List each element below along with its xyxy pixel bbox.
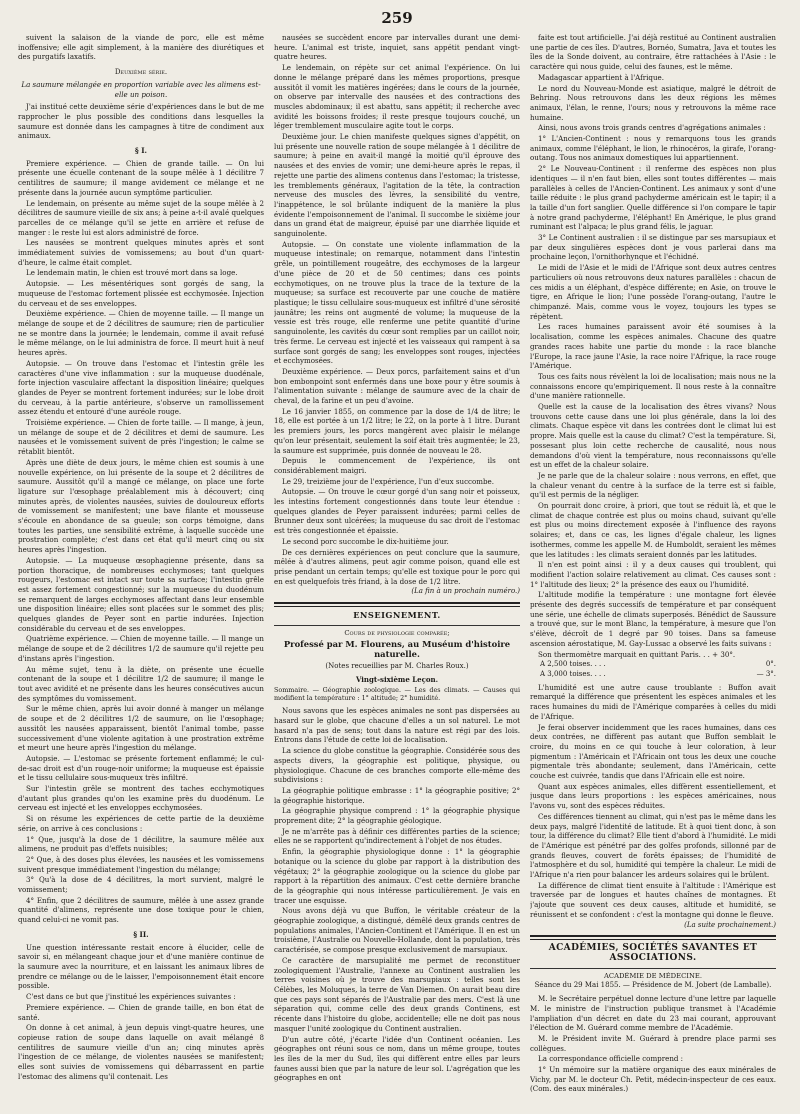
paragraph: Ce caractère de marsupialité me permet de reconstituer zoologiquement l'Australie, l'annexe au Continent australien les terres voisines où je trouve des marsupiaux : telles sont les Célèbes, les Moluques, la terre de Van Diemen. On aurait beau dire que ces pays sont séparés de l'Australie par des mers. C'est là une séparation qui, comme celle des deux grands Continens, est récente dans l'histoire du globe, accidentelle; elle ne doit pas nous masquer l'unité zoologique du Continent australien. xyxy=(274,955,520,1033)
paragraph: L'humidité est une autre cause troublante : Buffon avait remarqué la différence que présentent les espèces animales et les races humaines du midi de l'Amérique comparées à celles du midi de l'Afrique. xyxy=(530,682,776,721)
temperature-table xyxy=(540,660,776,679)
paragraph: 2° Que, à des doses plus élevées, les nausées et les vomissemens suivent presque immédiatement l'ingestion du mélange; xyxy=(18,854,264,874)
paragraph: Les nausées se montrent quelques minutes après et sont immédiatement suivies de vomissemens; au bout d'un quart-d'heure, le calme était complet. xyxy=(18,238,264,267)
table-label: A 3,000 toises. . . . xyxy=(540,670,606,678)
course-title: Cours de physiologie comparée; xyxy=(344,628,450,637)
paragraph: Autopsie. — L'estomac se présente fortement enflammé; le cul-de-sac droit est d'un rouge-noir uniforme; la muqueuse est épaissie et le tissu cellulaire sous-muqueux très infiltré. xyxy=(18,753,264,783)
paragraph: Autopsie. — Les mésentériques sont gorgés de sang, la muqueuse de l'estomac fortement plissée est ecchymosée. Injection du cerveau et de ses enveloppes. xyxy=(18,279,264,308)
paragraph: Deuxième jour. Le chien manifeste quelques signes d'appétit, on lui présente une nouvelle ration de soupe mélangée à 1 décilitre de saumure; à peine en avait-il mangé la moitié qu'il éprouve des nausées et des envies de vomir; une demi-heure après le repas, il rejette une partie des alimens contenus dans l'estomac; la tristesse, les tremblements généraux, l'agitation de la tête, la contraction nerveuse des muscles des lèvres, la sensibilité du ventre, l'inappétence, le sol brûlante indiquent de la manière la plus évidente l'empoisonnement de l'animal. Il succombe le sixième jour dans un grand état de maigreur, épuisé par une diarrhée liquide et sanguinolente. xyxy=(274,132,520,239)
series-subtitle: La saumure mélangée en proportion variable avec les alimens est-elle un poison. xyxy=(21,79,261,99)
section-heading: § II. xyxy=(133,929,149,939)
paragraph: Je ne parle que de la chaleur solaire : nous verrons, en effet, que la chaleur venant du centre à la surface de la terre est si faible, qu'il est permis de la négliger. xyxy=(530,470,776,500)
paragraph: Ainsi, nous avons trois grands centres d'agrégations animales : xyxy=(538,123,766,133)
divider xyxy=(530,968,776,969)
table-value: — 3°. xyxy=(756,670,776,678)
column-3 xyxy=(530,33,776,1113)
column-1 xyxy=(18,33,264,1113)
paragraph: Nous avons déjà vu que Buffon, le véritable créateur de la géographie zoologique, a distingué, démêlé deux grands centres de populations animales, l'Ancien-Continent et l'Amérique. Il en est un troisième, l'Australie ou Nouvelle-Hollande, dont la population, très caractérisée, se compose presque exclusivement de marsupiaux. xyxy=(274,906,520,955)
paragraph: Nous savons que les espèces animales ne sont pas dispersées au hasard sur le globe, que chacune d'elles a un sol naturel. Le mot hasard n'a pas de sens; tout dans la nature est régi par des lois. Entrons dans l'étude de cette loi de localisation. xyxy=(274,706,520,745)
session-line: Séance du 29 Mai 1855. — Présidence de M. Jobert (de Lamballe). xyxy=(534,981,772,990)
paragraph: La différence de climat tient ensuite à l'altitude : l'Amérique est traversée par de longues et hautes chaînes de montagnes. Et j'ajoute que souvent ces deux causes, altitude et humidité, se réunissent et se confondent : c'est la montagne qui donne le fleuve. xyxy=(530,880,776,919)
table-value: 0°. xyxy=(765,660,776,669)
paragraph: On pourrait donc croire, à priori, que tout se réduit là, et que le climat de chaque contrée est plus ou moins chaud, suivant qu'elle est plus ou moins directement exposée à l'influence des rayons solaires; et, dans ce cas, les lignes d'égale chaleur, les lignes isothermes, comme les appelle M. de Humboldt, seraient les mêmes que les latitudes : les climats seraient donnés par les latitudes. xyxy=(530,501,776,559)
paragraph: M. le Président invite M. Guérard à prendre place parmi ses collègues. xyxy=(530,1033,776,1053)
page-number: 259 xyxy=(381,9,413,27)
paragraph: suivent la salaison de la viande de porc, elle est même inoffensive; elle agit simplement, à la manière des diurétiques et des purgatifs laxatifs. xyxy=(18,33,264,62)
continuation-note: (La fin à un prochain numéro.) xyxy=(411,587,520,596)
academy-title: ACADÉMIE DE MÉDECINE. xyxy=(603,971,703,980)
column-2 xyxy=(274,33,520,1113)
paragraph: Autopsie. — On trouve dans l'estomac et l'intestin grêle les caractères d'une vive inflammation : sur la muqueuse duodénale, forte injection vasculaire affectant la disposition linéaire; quelques glandes de Peyer se montrent fortement indurées; sur le lobe droit du cerveau, à la partie antérieure, s'observe un ramollissement assez étendu et entouré d'une auréole rouge. xyxy=(18,358,264,417)
paragraph: Le lendemain matin, le chien est trouvé mort dans sa loge. xyxy=(26,268,238,278)
paragraph: faite est tout artificielle. J'ai déjà restitué au Continent australien une partie de ces îles. D'autres, Bornéo, Sumatra, Java et toutes les îles de la Sonde doivent, au contraire, être rattachées à l'Asie : le caractère qui nous guide, celui des faunes, est le même. xyxy=(530,33,776,72)
paragraph: Madagascar appartient à l'Afrique. xyxy=(538,72,664,82)
paragraph: Le second porc succombe le dix-huitième jour. xyxy=(282,536,449,546)
paragraph: Le lendemain, on répète sur cet animal l'expérience. On lui donne le mélange préparé dans les mêmes proportions, presque aussitôt il vomit les matières ingérées; dans le cours de la journée, on observe par intervalle des nausées et des contractions des muscles abdominaux; il est abattu, sans appétit; il recherche avec avidité les boissons froides; il reste presque toujours couché, un léger tremblement musculaire agite tout le corps. xyxy=(274,63,520,131)
paragraph: L'altitude modifie la température : une montagne fort élevée présente des degrés successifs de température et par conséquent une série, une échelle de climats superposés. Bénédict de Saussure a trouvé que, sur le mont Blanc, la température, à mesure que l'on s'élève, décroît de 1 degré par 90 toises. Dans sa fameuse ascension aérostatique, M. Gay-Lussac a observé les faits suivans : xyxy=(530,590,776,648)
paragraph: Je ferai observer incidemment que les races humaines, dans ces deux contrées, ne diffèrent pas autant que Buffon semblait le croire, du moins en ce qui touche à leur coloration, à leur pigmentum : l'Américain et l'Africain ont tous les deux une couche pigmentale très abondante; seulement, dans l'Américain, cette couche est cuivrée, tandis que dans l'Africain elle est noire. xyxy=(530,722,776,781)
paragraph: Sur le même chien, après lui avoir donné à manger un mélange de soupe et de 2 décilitres 1/2 de saumure, on lie l'œsophage; aussitôt les nausées apparaissent, bientôt l'animal tombe, passe successivement d'une violente agitation à une prostration extrême et meurt une heure après l'ingestion du mélange. xyxy=(18,704,264,753)
paragraph: Après une diète de deux jours, le même chien est soumis à une nouvelle expérience, on lui présente de la soupe et 2 décilitres de saumure. Aussitôt qu'il a mangé ce mélange, on place une forte ligature sur l'œsophage préalablement mis à découvert; cinq minutes après, de violentes nausées, suivies de douloureux efforts de vomissement se manifestent; une bave filante et mousseuse s'écoule en abondance de sa gueule; son corps témoigne, dans toutes les parties, une sensibilité extrême, à laquelle succède une prostration complète; c'est dans cet état qu'il meurt cinq ou six heures après l'ingestion. xyxy=(18,457,264,555)
paragraph: Le lendemain, on présente au même sujet de la soupe mêlée à 2 décilitres de saumure vieille de six ans; à peine a-t-il avalé quelques parcelles de ce mélange qu'il se jette en arrière et refuse de manger : le reste lui est alors administré de force. xyxy=(18,198,264,237)
paragraph: Il n'en est point ainsi : il y a deux causes qui troublent, qui modifient l'action solaire relativement au climat. Ces causes sont : 1° l'altitude des lieux; 2° la présence des eaux ou l'humidité. xyxy=(530,560,776,589)
section-divider xyxy=(530,935,776,940)
lesson-summary: Sommaire. — Géographie zoologique. — Les des climats. — Causes qui modifient la température : 1° altitude; 2° humidité. xyxy=(274,686,520,703)
paragraph: 3° Qu'à la dose de 4 décilitres, la mort survient, malgré le vomissement; xyxy=(18,875,264,895)
paragraph: 4° Enfin, que 2 décilitres de saumure, mêlée à une assez grande quantité d'alimens, représente une dose toxique pour le chien, quand celui-ci ne vomit pas. xyxy=(18,895,264,925)
paragraph: D'un autre côté, j'écarte l'idée d'un Continent océanien. Les géographes ont réuni sous ce nom, dans un même groupe, toutes les îles de la mer du Sud, îles qui diffèrent entre elles par leurs faunes aussi bien que par la nature de leur sol. L'agrégation que les géographes en ont xyxy=(274,1034,520,1083)
paragraph: 1° Que, jusqu'à la dose de 1 décilitre, la saumure mêlée aux alimens, ne produit pas d'effets nuisibles; xyxy=(18,834,264,854)
continuation-note: (La suite prochainement.) xyxy=(684,920,776,929)
paragraph: Le nord du Nouveau-Monde est asiatique, malgré le détroit de Behring. Nous retrouvons dans les deux régions les mêmes animaux, l'élan, le renne, l'ours; nous y retrouvons la même race humaine. xyxy=(530,83,776,122)
section-heading-enseignement: ENSEIGNEMENT. xyxy=(353,610,441,621)
table-label: A 2,500 toises. . . . xyxy=(540,660,606,669)
paragraph: Troisième expérience. — Chien de forte taille. — Il mange, à jeun, un mélange de soupe et de 2 décilitres et demi de saumure. Les nausées et le vomissement suivent de près l'ingestion; le calme se rétablit bientôt. xyxy=(18,418,264,457)
paragraph: Tous ces faits nous révèlent la loi de localisation; mais nous ne la connaissons encore qu'empiriquement. Il nous reste à la connaître d'une manière rationnelle. xyxy=(530,371,776,401)
professor-line: Professé par M. Flourens, au Muséum d'histoire naturelle. xyxy=(283,639,511,660)
paragraph: Si on résume les expériences de cette partie de la deuxième série, on arrive à ces conclusions : xyxy=(18,814,264,833)
notes-credit: (Notes recueillies par M. Charles Roux.) xyxy=(325,661,469,670)
paragraph: 1° L'Ancien-Continent : nous y remarquons tous les grands animaux, comme l'éléphant, le lion, le rhinocéros, la girafe, l'orang-outang. Tous nos animaux domestiques lui appartiennent. xyxy=(530,134,776,163)
paragraph: La géographie physique comprend : 1° la géographie physique proprement dite; 2° la géographie géologique. xyxy=(274,806,520,826)
paragraph: Au même sujet, tenu à la diète, on présente une écuelle contenant de la soupe et 1 décilitre 1/2 de saumure; il mange le tout avec avidité et ne présente dans les heures consécutives aucun des symptômes du vomissement. xyxy=(18,664,264,703)
divider xyxy=(274,625,520,626)
paragraph: Enfin, la géographie physiologique donne : 1° la géographie botanique ou la science du globe par rapport à la distribution des végétaux; 2° la géographie zoologique ou la science du globe par rapport à la répartition des animaux. C'est cette dernière branche de la géographie qui nous intéresse particulièrement. Je vais en tracer une esquisse. xyxy=(274,847,520,905)
paragraph: Je ne m'arrête pas à définir ces différentes parties de la science; elles ne se rapportent qu'indirectement à l'objet de nos études. xyxy=(274,826,520,846)
paragraph: J'ai institué cette deuxième série d'expériences dans le but de me rapprocher le plus possible des conditions dans lesquelles la saumure est donnée dans les campagnes à titre de condiment aux animaux. xyxy=(18,102,264,141)
section-divider xyxy=(274,602,520,607)
paragraph: Deuxième expérience. — Deux porcs, parfaitement sains et d'un bon embonpoint sont enfermés dans une boxe pour y être soumis à l'alimentation suivante : mélange de saumure avec de la chair de cheval, de la farine et un peu d'avoine. xyxy=(274,366,520,406)
paragraph: C'est dans ce but que j'institué les expériences suivantes : xyxy=(26,992,236,1002)
paragraph: Quelle est la cause de la localisation des êtres vivans? Nous trouvons cette cause dans une loi plus générale, dans la loi des climats. Chaque espèce vit dans les contrées dont le climat lui est propre. Mais quelle est la cause du climat? C'est la température. Si, possesant plus loin cette recherche de causalité, nous nous demandons d'où vient la température, nous reconnaissons qu'elle est un effet de la chaleur solaire. xyxy=(530,402,776,470)
paragraph: Autopsie. — La muqueuse œsophagienne présente, dans sa portion thoracique, de nombreuses ecchymoses; tant quelques rougeurs, l'estomac est intact sur toute sa surface; l'intestin grêle est assez fortement congestionné; sur la muqueuse du duodénum se remarquent de larges ecchymoses affectant dans leur ensemble une disposition linéaire; elles sont placées sur le sommet des plis; quelques glandes de Peyer sont en partie indurées. Injection considérable du cerveau et de ses enveloppes. xyxy=(18,555,264,633)
paragraph: 3° Le Continent australien : il se distingue par ses marsupiaux et par deux singulières espèces dont je vous parlerai dans ma prochaine leçon, l'ornithorhynque et l'échidné. xyxy=(530,233,776,262)
paragraph: Les races humaines paraissent avoir été soumises à la localisation, comme les espèces animales. Chacune des quatre grandes races habite une partie du monde : la race blanche l'Europe, la race jaune l'Asie, la race noire l'Afrique, la race rouge l'Amérique. xyxy=(530,322,776,371)
paragraph: La correspondance officielle comprend : xyxy=(538,1054,684,1064)
paragraph: Ces différences tiennent au climat, qui n'est pas le même dans les deux pays, malgré l'identité de latitude. Et à quoi tient donc, à son tour, la différence du climat? Elle tient d'abord à l'humidité. Le midi de l'Amérique est pénétré par des golfes profonds, sillonné par de grands fleuves, couvert de forêts épaisses; de l'humidité de l'atmosphère et du sol, humidité qui tempère la chaleur. Le midi de l'Afrique n'a rien pour balancer les ardeurs solaires qui le brûlent. xyxy=(530,811,776,880)
columns xyxy=(18,33,776,1113)
paragraph: Quatrième expérience. — Chien de moyenne taille. — Il mange un mélange de soupe et de 2 décilitres 1/2 de saumure qu'il rejette peu d'instans après l'ingestion. xyxy=(18,634,264,663)
paragraph: Quant aux espèces animales, elles diffèrent essentiellement, et jusque dans leurs proportions : les espèces américaines, nous l'avons vu, sont des espèces réduites. xyxy=(530,781,776,811)
paragraph: Premiere expérience. — Chien de grande taille. — On lui présente une écuelle contenant de la soupe mêlée à 1 décilitre 7 centilitres de saumure; il mange avidement ce mélange et ne présente dans la journée aucun symptôme particulier. xyxy=(18,158,264,197)
paragraph: Autopsie. — On trouve le cœur gorgé d'un sang noir et poisseux, les intestins fortement congestionnés dans toute leur étendue : quelques glandes de Peyer paraissent indurées; parmi celles de Brunner deux sont ulcérées; la muqueuse du sac droit de l'estomac est très congestionnée et épaissie. xyxy=(274,487,520,536)
paragraph: Depuis le commencement de l'expérience, ils ont considérablement maigri. xyxy=(274,456,520,475)
paragraph: Une question intéressante restait encore à élucider, celle de savoir si, en mélangeant chaque jour et d'une manière continue de la saumure avec la nourriture, et en laissant les animaux libres de prendre ce mélange ou de le laisser, l'empoisonnement était encore possible. xyxy=(18,942,264,991)
paragraph: Autopsie. — On constate une violente inflammation de la muqueuse intestinale; on remarque, notamment dans l'intestin grêle, un pointillement rougeâtre, des ecchymoses de la largeur d'une pièce de 20 et de 50 centimes; dans ces points ecchymotiques, on ne trouve plus la trace de la texture de la muqueuse; sa surface est recouverte par une couche de matière plastique; le tissu cellulaire sous-muqueux est infiltré d'une sérosité jaunâtre; les reins ont augmenté de volume; la muqueuse de la vessie est très rouge, elle renferme une petite quantité d'urine sanguinolente, les cavités du cœur sont remplies par un caillot noir, très ferme. Le cerveau est injecté et les vaisseaux qui rampent à sa surface sont gorgés de sang; les enveloppes sont rouges, injectées et ecchymosées. xyxy=(274,239,520,366)
paragraph: M. le Secrétaire perpétuel donne lecture d'une lettre par laquelle M. le ministre de l'instruction publique transmet à l'Académie l'ampliation d'un décret en date du 23 mai courant, approuvant l'élection de M. Guérard comme membre de l'Académie. xyxy=(530,994,776,1033)
paragraph: 2° Le Nouveau-Continent : il renferme des espèces non plus identiques — il n'en faut bien, elles sont toutes différentes — mais parallèles à celles de l'Ancien-Continent. Les animaux y sont d'une taille réduite : le plus grand pachyderme américain est le tapir; il a la taille d'un fort sanglier. Quelle différence si l'on compare le tapir à notre grand pachyderme, l'éléphant! En Amérique, le plus grand ruminant est l'alpaca; le plus grand félis, le jaguar. xyxy=(530,164,776,232)
paragraph: La géographie politique embrasse : 1° la géographie positive; 2° la géographie historique. xyxy=(274,785,520,805)
paragraph: Sur l'intestin grêle se montrent des taches ecchymotiques d'autant plus grandes qu'on les examine près du duodénum. Le cerveau est injecté et les enveloppes ecchymosées. xyxy=(18,784,264,813)
paragraph: On donne à cet animal, à jeun depuis vingt-quatre heures, une copieuse ration de soupe dans laquelle on avait mélangé 8 centilitres de saumure vieille d'un an; cinq minutes après l'ingestion de ce mélange, de violentes nausées se manifestent; elles sont suivies de vomissemens qui débarrassent en partie l'estomac des alimens qu'il contenait. Les xyxy=(18,1023,264,1081)
paragraph: De ces dernières expériences on peut conclure que la saumure, mêlée à d'autres alimens, peut agir comme poison, quand elle est prise pendant un certain temps; qu'elle est toxique pour le porc qui en est quelquefois très friand, à la dose de 1/2 litre. xyxy=(274,547,520,586)
paragraph: Le 16 janvier 1855, on commence par la dose de 1/4 de litre; le 18, elle est portée à un 1/2 litre; le 22, on la porte à 1 litre. Durant les premiers jours, les porcs mangèrent avec plaisir le mélange qu'on leur présentait, seulement la soif était très augmentée; le 23, la saumure est supprimée, puis donnée de nouveau le 28. xyxy=(274,406,520,455)
paragraph: 1° Un mémoire sur la matière organique des eaux minérales de Vichy, par M. le docteur Ch. Petit, médecin-inspecteur de ces eaux. (Com. des eaux minérales.) xyxy=(530,1065,776,1094)
paragraph: Le midi de l'Asie et le midi de l'Afrique sont deux autres centres particuliers où nous retrouvons deux natures parallèles : chacun de ces midis a un éléphant, d'espèce différente; en Asie, on trouve le tigre, en Afrique le lion; l'une possède l'orang-outang, l'autre le chimpanzé. Mais, comme vous le voyez, toujours les types se répètent. xyxy=(530,263,776,321)
paragraph: Son thermomètre marquait en quittant Paris. . . + 30°. xyxy=(538,649,736,659)
series-title: Deuxième série. xyxy=(114,68,168,77)
paragraph: La science du globe constitue la géographie. Considérée sous des aspects divers, la géographie est politique, physique, ou physiologique. Chacune de ces branches comporte elle-même des subdivisions : xyxy=(274,746,520,785)
paragraph: nausées se succèdent encore par intervalles durant une demi-heure. L'animal est triste, inquiet, sans appétit pendant vingt-quatre heures. xyxy=(274,33,520,62)
section-heading: § I. xyxy=(135,146,147,156)
section-heading-academies: ACADÉMIES, SOCIÉTÉS SAVANTES ET ASSOCIATIONS. xyxy=(548,943,758,963)
lesson-title: Vingt-sixième Leçon. xyxy=(355,674,439,684)
paragraph: Deuxième expérience. — Chien de moyenne taille. — Il mange un mélange de soupe et de 2 décilitres de saumure; rien de particulier ne se montre dans la journée; le lendemain, comme il avait refusé le même mélange, on le lui administra de force. Il meurt huit à neuf heures après. xyxy=(18,309,264,358)
paragraph: Le 29, treizième jour de l'expérience, l'un d'eux succombe. xyxy=(282,476,495,486)
paragraph: Premiere expérience. — Chien de grande taille, en bon état de santé. xyxy=(18,1002,264,1022)
